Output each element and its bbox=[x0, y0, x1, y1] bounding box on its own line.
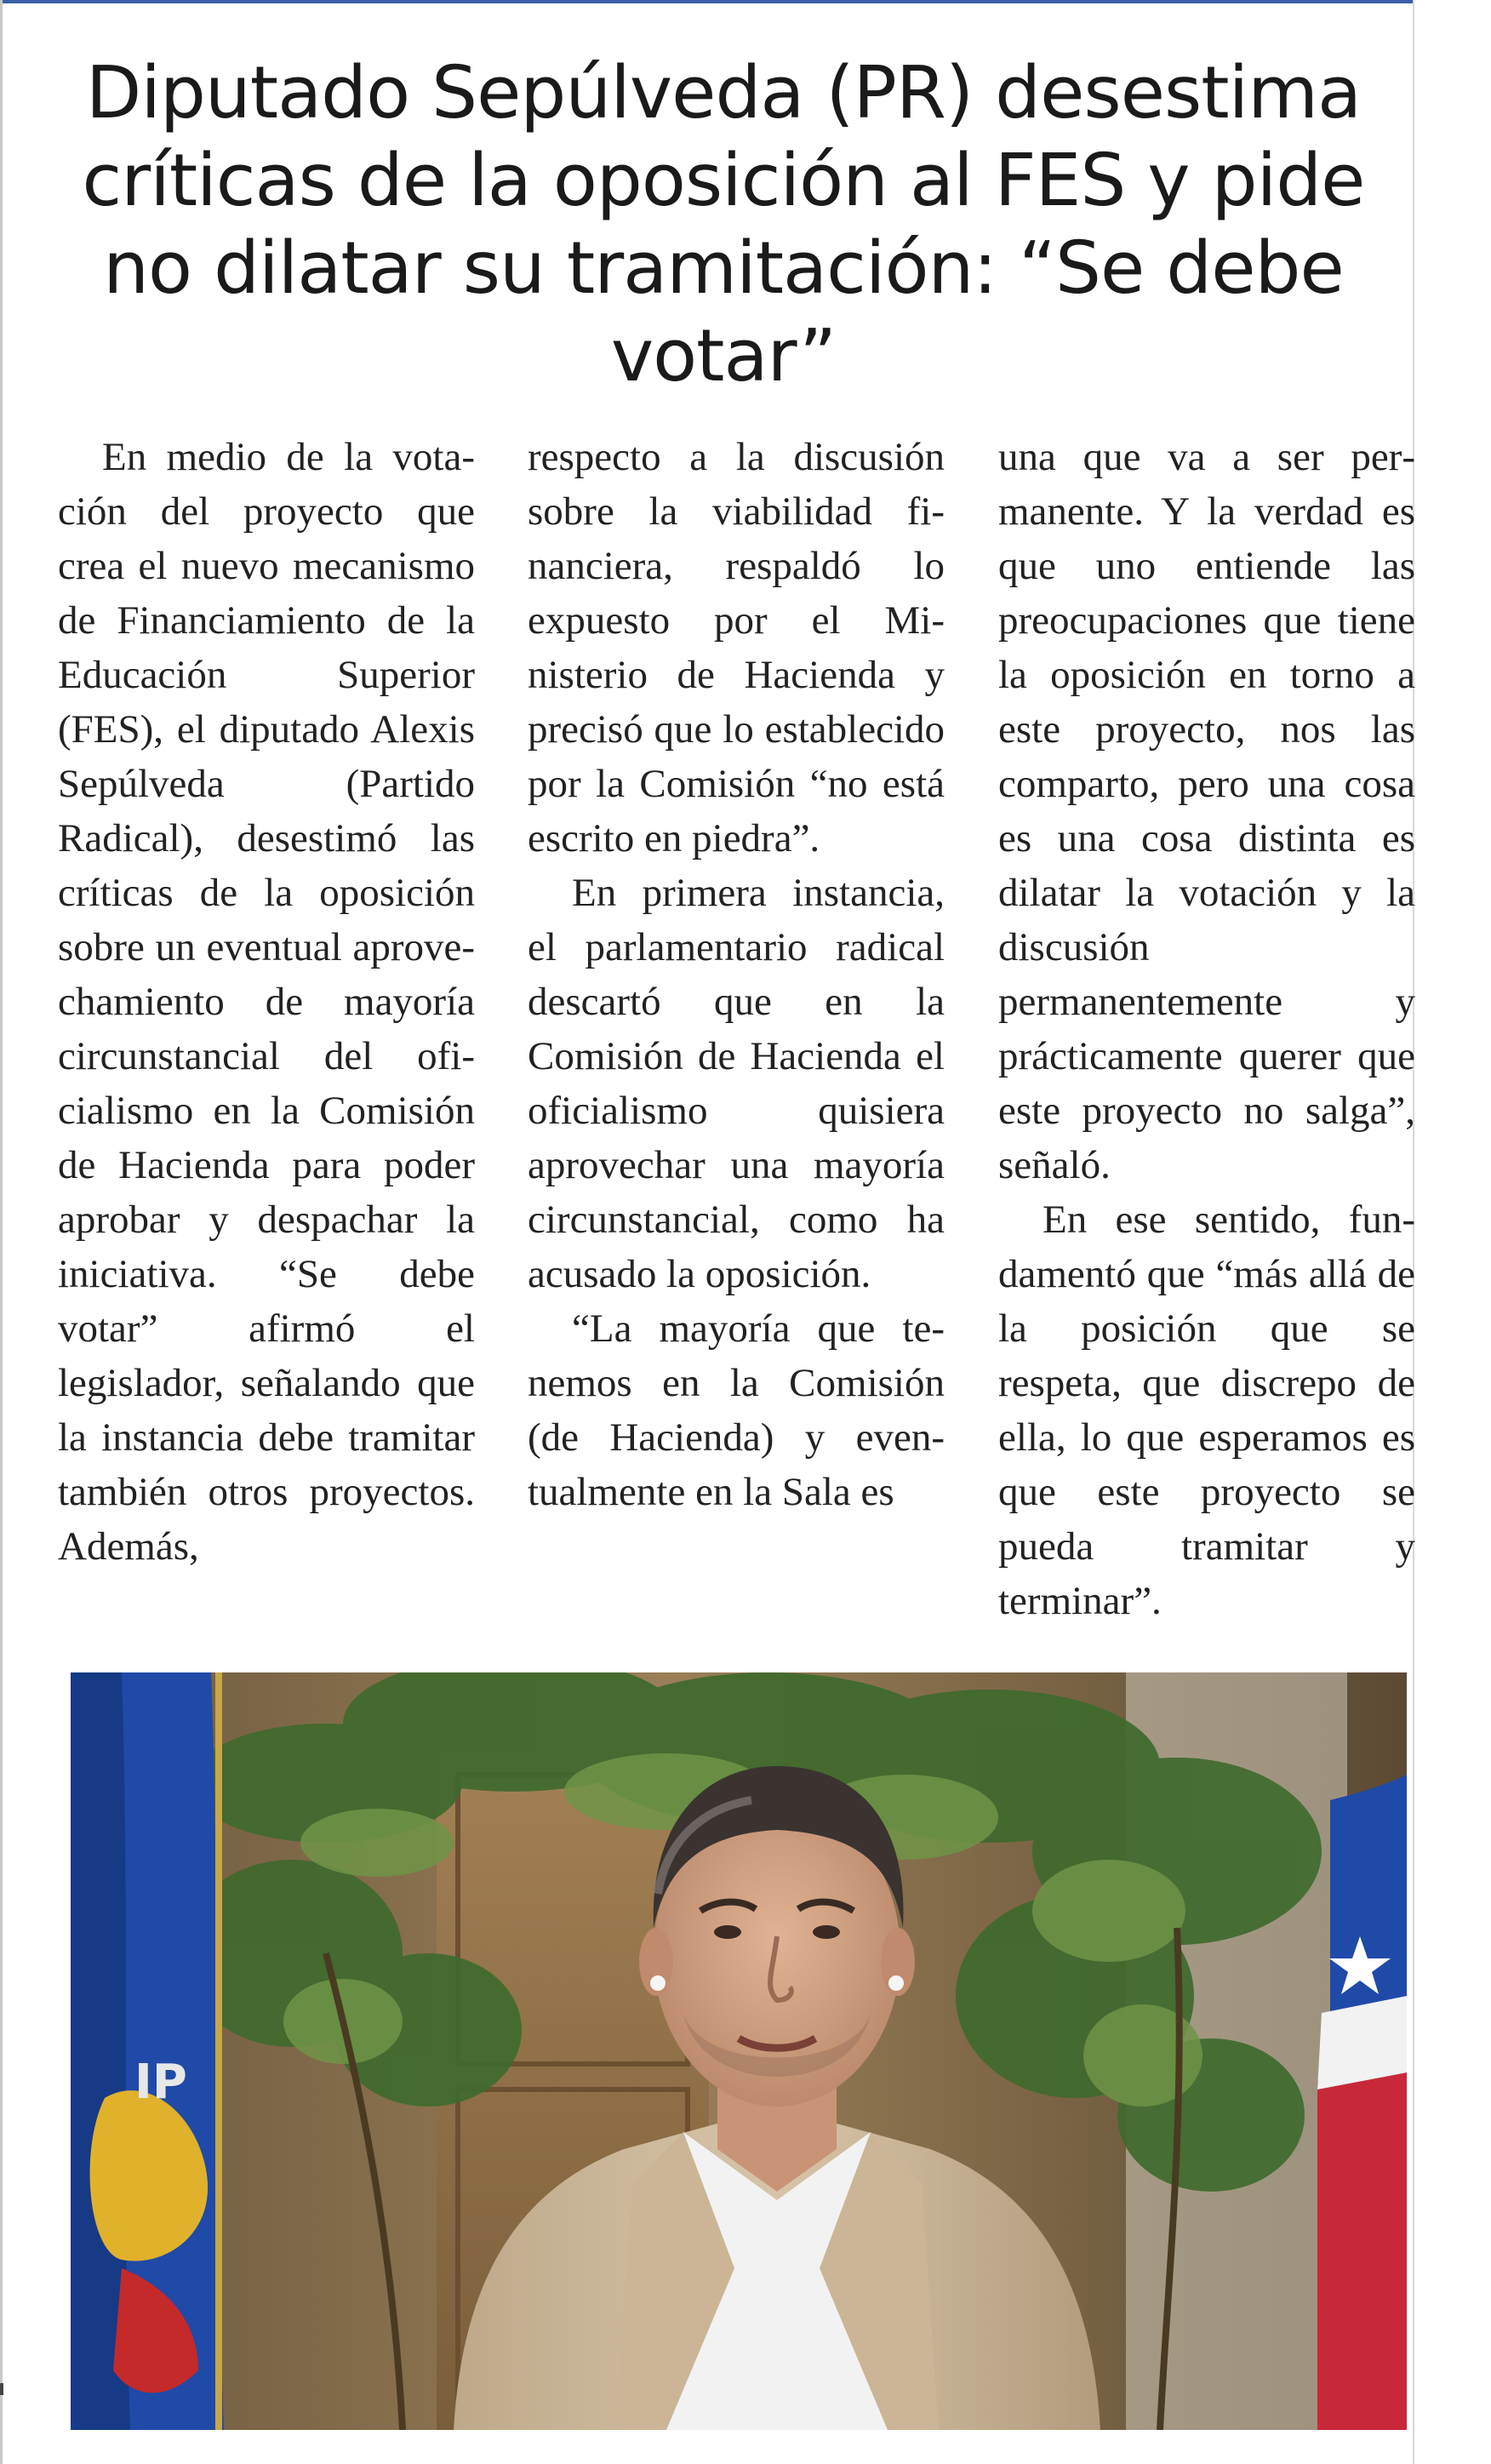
page-edge-mark bbox=[0, 2383, 3, 2395]
article-column-3 bbox=[998, 430, 1415, 1628]
article-headline: Diputado Sepúlveda (PR) desestima críticas de la oposición al FES y pide no dilatar su tramitación: “Se debe votar” bbox=[82, 51, 1365, 398]
photo-illustration bbox=[71, 1672, 1407, 2430]
left-margin-rule bbox=[0, 0, 3, 2464]
earbud-left bbox=[650, 1975, 666, 1991]
paragraph: En primera instancia, el parlamentario radical descartó que en la Comisión de Hacienda el oficialismo quisiera aprovechar una mayoría circunstancial, como ha acusado la oposición. bbox=[528, 871, 945, 1296]
paragraph: En medio de la votación del proyecto que crea el nuevo mecanismo de Financiamiento de la Educación Superior (FES), el diputado Alexis Sepúlveda (Partido Radical), desestimó las críticas de la oposición sobre un eventual aprovechamiento de mayoría circunstancial del oficialismo en la Comisión de Hacienda para poder aprobar y despachar la iniciativa. “Se debe votar” afirmó el legislador, señalando que la instancia debe tramitar también otros proyectos. Además, bbox=[58, 435, 475, 1569]
paragraph: una que va a ser permanente. Y la verdad es que uno entiende las preocupaciones que tiene la oposición en torno a este proyecto, nos las comparto, pero una cosa es una cosa distinta es dilatar la votación y la discusión permanentemente y prácticamente querer que este proyecto no salga”, señaló. bbox=[998, 435, 1415, 1187]
paragraph: En ese sentido, fundamentó que “más allá de la posición que se respeta, que discrepo de ella, lo que esperamos es que este proyecto se pueda tramitar y terminar”. bbox=[998, 1198, 1415, 1623]
article-column-1 bbox=[58, 430, 475, 1574]
paragraph: respecto a la discusión sobre la viabilidad financiera, respaldó lo expuesto por el Ministerio de Hacienda y precisó que lo establecido por la Comisión “no está escrito en piedra”. bbox=[528, 435, 945, 860]
earbud-right bbox=[888, 1975, 904, 1991]
paragraph: “La mayoría que tenemos en la Comisión (de Hacienda) y eventualmente en la Sala es bbox=[528, 1306, 945, 1514]
top-border-rule bbox=[0, 0, 1414, 3]
article-photo bbox=[71, 1672, 1407, 2430]
flag-text: IP bbox=[134, 2055, 187, 2110]
flag-pole bbox=[215, 1672, 222, 2430]
article-column-2 bbox=[528, 430, 945, 1519]
